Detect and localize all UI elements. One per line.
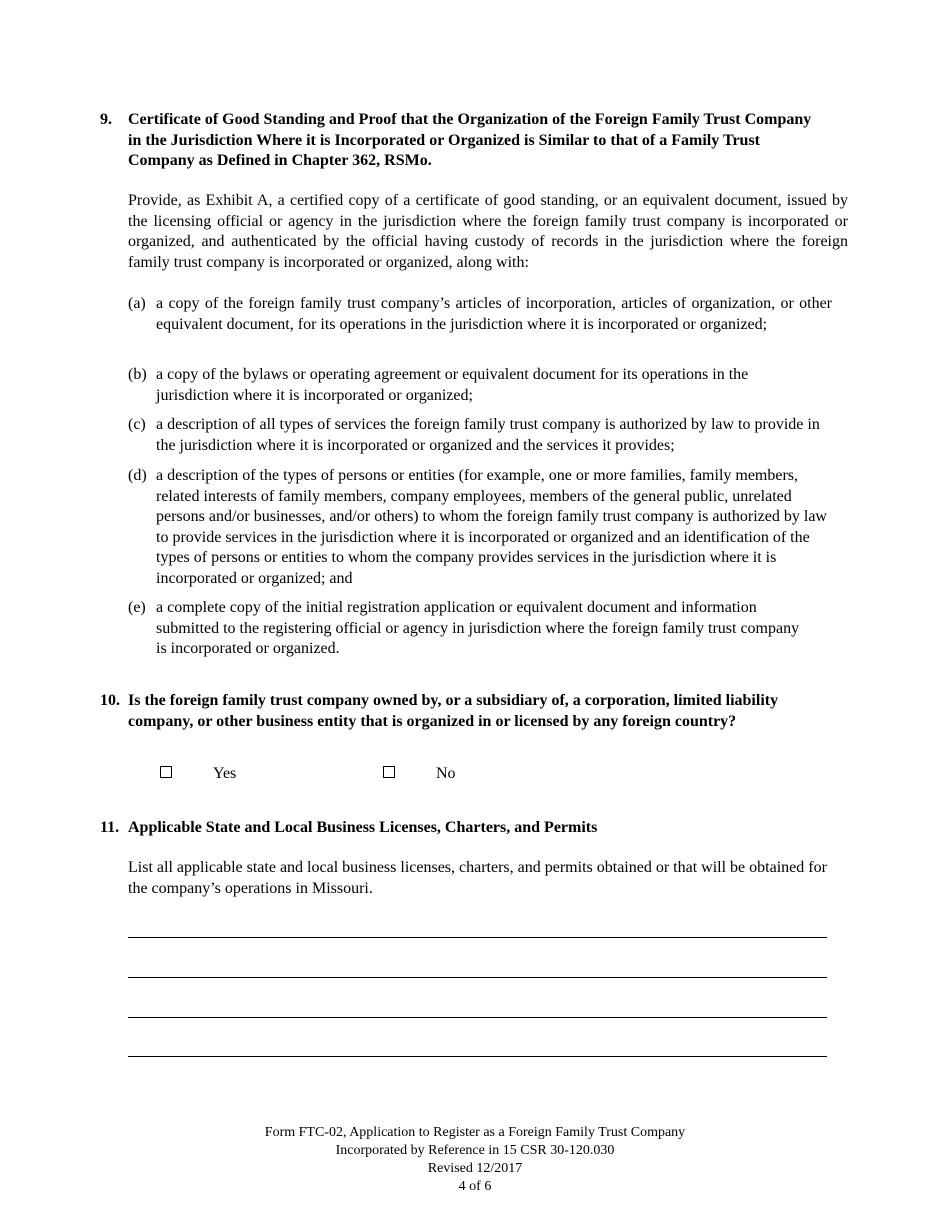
ownership-answer-row [0,762,950,786]
section-11-intro: List all applicable state and local business licenses, charters, and permits obtained or that will be obtained for the company’s operations in Missouri. [128,859,827,897]
no-checkbox[interactable] [383,766,395,778]
yes-label: Yes [213,765,237,782]
item-label: (a) [128,295,146,312]
page-number: 4 of 6 [458,1179,492,1194]
section-10-number: 10. [100,692,120,709]
section-10-heading: Is the foreign family trust company owned by, or a subsidiary of, a corporation, limited liability company, or other business entity that is organized in or licensed by any foreign country? [128,692,779,730]
item-label: (e) [128,599,146,616]
footer-revision: Revised 12/2017 [427,1161,523,1176]
license-entry-line-4[interactable] [128,1056,827,1057]
section-9-intro: Provide, as Exhibit A, a certified copy of a certificate of good standing, or an equivalent document, issued by the licensing official or agency in the jurisdiction where the foreign family trust company is incorporated or organized, and authenticated by the official having custody of records in the jurisdiction where the foreign family trust company is incorporated or organized, along with: [128,192,848,271]
section-11-heading: Applicable State and Local Business Licenses, Charters, and Permits [128,819,598,836]
yes-checkbox[interactable] [160,766,172,778]
item-label: (d) [128,467,147,484]
page-footer [0,1124,950,1196]
footer-reference: Incorporated by Reference in 15 CSR 30-120.030 [335,1143,615,1158]
item-label: (c) [128,416,146,433]
item-text: a description of the types of persons or entities (for example, one or more families, family members, related interests of family members, company employees, members of the general public, unrelated persons and/or businesses, and/or others) to whom the foreign family trust company is authorized by law to provide services in the jurisdiction where it is incorporated or organized and an identification of the types of persons or entities to whom the company provides services in the jurisdiction where it is incorporated or organized; and [156,467,827,587]
section-9-number: 9. [100,111,112,128]
license-entry-line-3[interactable] [128,1017,827,1018]
item-text: a copy of the bylaws or operating agreement or equivalent document for its operations in the jurisdiction where it is incorporated or organized; [156,366,749,404]
section-9-heading: Certificate of Good Standing and Proof that the Organization of the Foreign Family Trust Company in the Jurisdiction Where it is Incorporated or Organized is Similar to that of a Family Trust Company as Defined in Chapter 362, RSMo. [128,111,812,170]
item-text: a complete copy of the initial registration application or equivalent document and information submitted to the registering official or agency in jurisdiction where the foreign family trust company is incorporated or organized. [156,599,800,658]
section-11-number: 11. [100,819,120,836]
item-text: a description of all types of services the foreign family trust company is authorized by law to provide in the jurisdiction where it is incorporated or organized and the services it provides; [156,416,820,454]
item-text: a copy of the foreign family trust company’s articles of incorporation, articles of organization, or other equivalent document, for its operations in the jurisdiction where it is incorporated or organized; [156,295,832,333]
license-entry-line-2[interactable] [128,977,827,978]
license-entry-line-1[interactable] [128,937,827,938]
footer-form-title: Form FTC-02, Application to Register as a Foreign Family Trust Company [264,1125,686,1140]
no-label: No [436,765,456,782]
item-label: (b) [128,366,147,383]
